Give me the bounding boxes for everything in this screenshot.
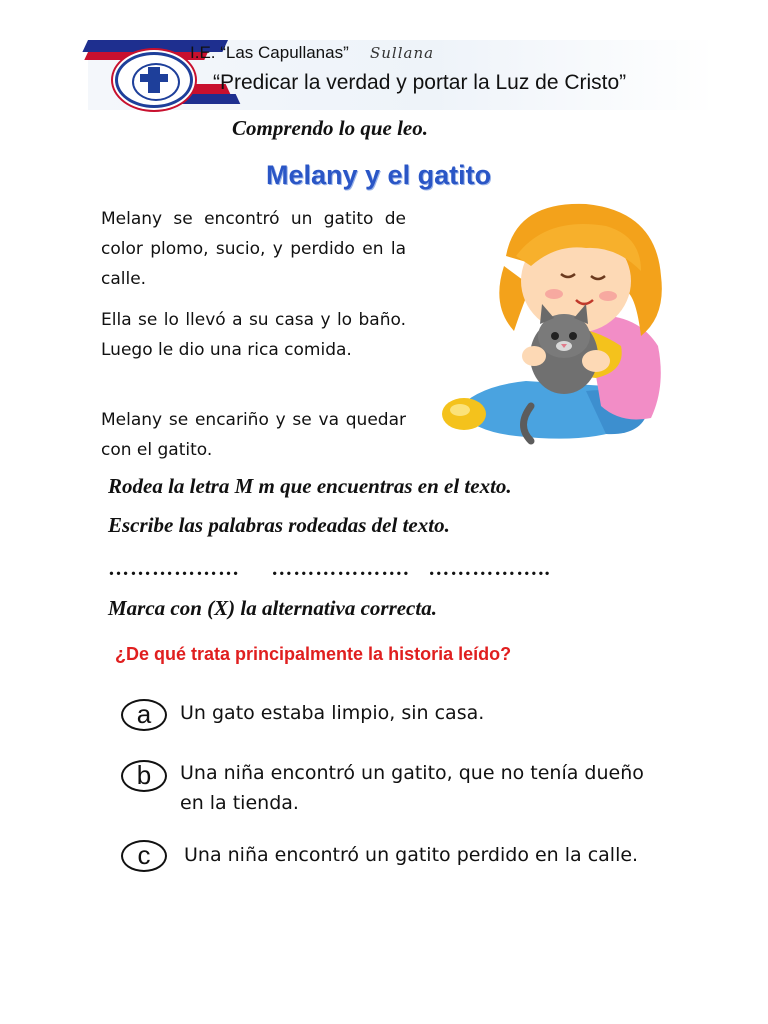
instruction-mark-answer: Marca con (X) la alternativa correcta.: [108, 596, 437, 620]
story-paragraph: Ella se lo llevó a su casa y lo baño. Luego le dio una rica comida.: [101, 310, 406, 360]
option-b-text: Una niña encontró un gatito, que no tenía dueño en la tienda.: [180, 762, 644, 814]
option-c-letter[interactable]: c: [121, 840, 167, 872]
instruction-circle-letters: Rodea la letra M m que encuentras en el texto.: [108, 474, 512, 498]
instruction-write-words: Escribe las palabras rodeadas del texto.: [108, 513, 450, 537]
school-city: Sullana: [370, 44, 435, 62]
school-motto: “Predicar la verdad y portar la Luz de Cristo”: [213, 71, 627, 94]
school-crest-icon: [115, 52, 193, 108]
option-a-letter[interactable]: a: [121, 699, 167, 731]
worksheet-subtitle: Comprendo lo que leo.: [232, 116, 429, 140]
option-a-text: Un gato estaba limpio, sin casa.: [180, 702, 485, 724]
question-text: ¿De qué trata principalmente la historia leído?: [115, 644, 512, 664]
school-name: I.E. “Las Capullanas”: [190, 43, 349, 62]
option-b-letter[interactable]: b: [121, 760, 167, 792]
answer-blanks[interactable]: ……………… ………………. ……………..: [108, 556, 551, 580]
story-title: Melany y el gatito: [266, 160, 492, 190]
girl-hugging-kitten-illustration: [436, 196, 676, 448]
story-paragraph: Melany se encontró un gatito de color plomo, sucio, y perdido en la calle.: [101, 209, 406, 289]
option-c-text: Una niña encontró un gatito perdido en la calle.: [184, 844, 639, 866]
story-paragraph: Melany se encariño y se va quedar con el gatito.: [101, 410, 406, 460]
